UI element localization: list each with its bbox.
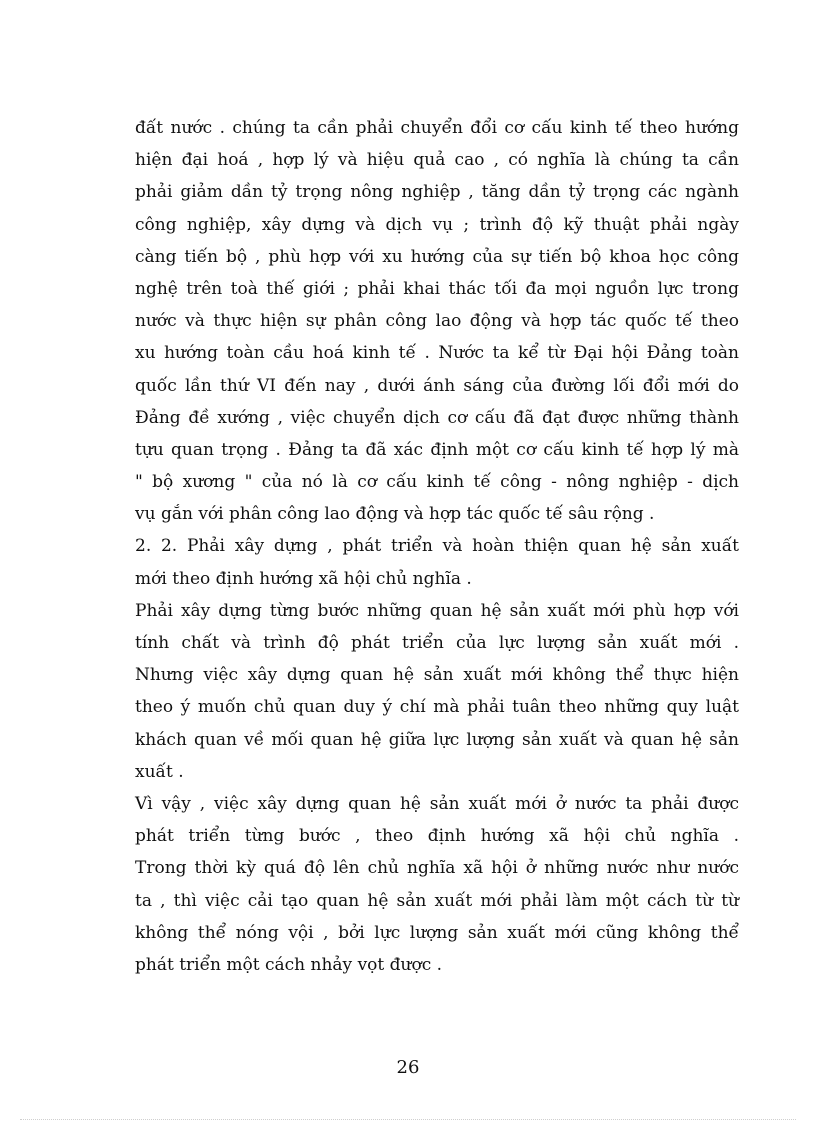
- text-line: xu hướng toàn cầu hoá kinh tế . Nước ta kể từ Đại hội Đảng toàn: [135, 343, 739, 364]
- section-heading-end-line: mới theo định hướng xã hội chủ nghĩa .: [135, 568, 472, 589]
- text-line: Trong thời kỳ quá độ lên chủ nghĩa xã hội ở những nước như nước: [135, 858, 739, 879]
- text-line: " bộ xương " của nó là cơ cấu kinh tế công - nông nghiệp - dịch: [135, 472, 739, 493]
- text-line: ta , thì việc cải tạo quan hệ sản xuất mới phải làm một cách từ từ: [135, 890, 739, 911]
- page-bottom-divider: [20, 1119, 796, 1120]
- text-line: càng tiến bộ , phù hợp với xu hướng của sự tiến bộ khoa học công: [135, 246, 739, 267]
- text-line: đất nước . chúng ta cần phải chuyển đổi cơ cấu kinh tế theo hướng: [135, 118, 739, 138]
- paragraph-end-line: vụ gắn với phân công lao động và hợp tác quốc tế sâu rộng .: [135, 504, 655, 525]
- text-line: công nghiệp, xây dựng và dịch vụ ; trình độ kỹ thuật phải ngày: [135, 214, 739, 235]
- paragraph-end-line: phát triển một cách nhảy vọt được .: [135, 954, 443, 975]
- body-text: [135, 112, 739, 981]
- text-line: Vì vậy , việc xây dựng quan hệ sản xuất mới ở nước ta phải được: [135, 793, 739, 814]
- text-line: phát triển từng bước , theo định hướng xã hội chủ nghĩa .: [135, 826, 739, 847]
- text-line: khách quan về mối quan hệ giữa lực lượng sản xuất và quan hệ sản: [135, 729, 739, 750]
- text-line: Đảng đề xướng , việc chuyển dịch cơ cấu đã đạt được những thành: [135, 407, 739, 428]
- text-line: hiện đại hoá , hợp lý và hiệu quả cao , có nghĩa là chúng ta cần: [135, 150, 739, 171]
- text-line: không thể nóng vội , bởi lực lượng sản xuất mới cũng không thể: [135, 922, 739, 943]
- text-line: quốc lần thứ VI đến nay , dưới ánh sáng của đường lối đổi mới do: [135, 375, 739, 396]
- page-number: 26: [396, 1057, 420, 1078]
- text-line: nước và thực hiện sự phân công lao động và hợp tác quốc tế theo: [135, 311, 739, 332]
- paragraph-end-line: xuất .: [135, 761, 184, 782]
- text-line: nghệ trên toà thế giới ; phải khai thác tối đa mọi nguồn lực trong: [135, 278, 739, 299]
- section-heading-line: 2. 2. Phải xây dựng , phát triển và hoàn thiện quan hệ sản xuất: [135, 536, 739, 557]
- text-line: tính chất và trình độ phát triển của lực lượng sản xuất mới .: [135, 633, 739, 653]
- text-line: Nhưng việc xây dựng quan hệ sản xuất mới không thể thực hiện: [135, 665, 739, 686]
- text-line: theo ý muốn chủ quan duy ý chí mà phải tuân theo những quy luật: [135, 697, 739, 718]
- text-line: tựu quan trọng . Đảng ta đã xác định một cơ cấu kinh tế hợp lý mà: [135, 439, 739, 460]
- text-line: Phải xây dựng từng bước những quan hệ sản xuất mới phù hợp với: [135, 600, 739, 621]
- text-line: phải giảm dần tỷ trọng nông nghiệp , tăng dần tỷ trọng các ngành: [135, 182, 739, 203]
